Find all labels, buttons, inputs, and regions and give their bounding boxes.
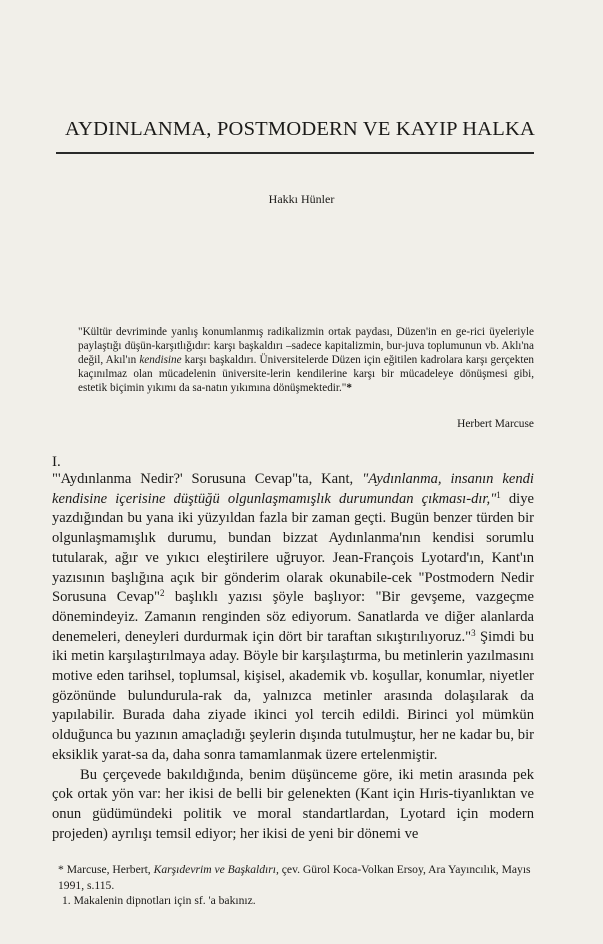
author-name: Hakkı Hünler xyxy=(268,192,335,206)
footnote-star-details: çev. Gürol Koca-Volkan Ersoy, Ara Yayıncılık, Mayıs 1991, s.115. xyxy=(58,863,531,892)
para1-text-a: "'Aydınlanma Nedir?' Sorusuna Cevap"ta, Kant, xyxy=(52,471,363,487)
paragraph-2: Bu çerçevede bakıldığında, benim düşünceme göre, iki metin arasında pek çok ortak yön var: her ikisi de belli bir gelenekten (Kant için Hıris-tiyanlıktan ve onun güdümündeki politik ve moral standartlardan, Lyotard için modern projeden) ayrılışı temsil ediyor; her ikisi de yeni bir dönemi ve xyxy=(52,766,534,842)
epigraph-text-end: karşı başkaldırı. Üniversitelerde Düzen için eğitilen kadrolara karşı gerçekten kaçınılmaz olan mücadelenin üniversite-lerin kendilerine karşı bir mücadeleye dönüşmesi gibi, estetik biçimin yıkımı da sa-natın yıkımına dönüşmektedir." xyxy=(78,354,535,394)
title-rule xyxy=(56,152,534,154)
footnote-ref-2: 2 xyxy=(159,588,165,599)
footnote-1: 1. Makalenin dipnotları için sf. 'a bakınız. xyxy=(62,894,256,907)
footnote-ref-1: 1 xyxy=(496,489,501,500)
epigraph-quote xyxy=(78,325,534,395)
footnote-ref-3: 3 xyxy=(471,627,476,638)
epigraph-attribution: Herbert Marcuse xyxy=(457,418,534,430)
epigraph-note-marker: * xyxy=(346,382,352,394)
body-text xyxy=(52,470,534,844)
section-number: I. xyxy=(52,454,61,470)
footnotes xyxy=(58,862,534,909)
footnote-star xyxy=(58,862,534,893)
epigraph-emphasis: kendisine xyxy=(139,354,182,366)
article-title: AYDINLANMA, POSTMODERN VE KAYIP HALKA xyxy=(64,118,535,140)
para1-text-b: diye yazdığından bu yana iki yüzyıldan fazla bir zaman geçti. Bugün benzer türden bir olgunlaşmamışlık durumu, bundan bizzat Aydınlanma'nın kendisi sorumlu tutularak, ağır ve yıkıcı eleştirilere uğruyor. Jean-François Lyotard'ın, Kant'ın yazısının başlığına açık bir gönderim olarak okunabile-cek "Postmodern Nedir Sorusuna Cevap" xyxy=(52,490,535,606)
epigraph-text: "Kültür devriminde yanlış konumlanmış radikalizmin ortak paydası, Düzen'in en ge-rici üyeleriyle paylaştığı düşün-karşıtlığıdır: karşı başkaldırı –sadece kapitalizmin, bur-juva toplumunun vb. Aklı'na değil, Akıl'ın xyxy=(78,326,534,366)
kant-quote: "Aydınlanma, insanın kendi kendisine içerisine düştüğü olgunlaşmamışlık durumundan çıkması-dır," xyxy=(52,471,534,507)
footnote-star-book: Karşıdevrim ve Başkaldırı, xyxy=(153,863,279,876)
para1-text-d: Şimdi bu iki metin karşılaştırılmaya aday. Böyle bir karşılaştırma, bu metinlerin yazılmasını motive eden tarihsel, toplumsal, kişisel, akademik vb. koşullar, konumlar, niyetler gözönünde bulundurula-rak da, yalnızca metinler arasında dolaşılarak da yapılabilir. Burada daha ziyade ikinci yol tercih edildi. Birinci yol mümkün olduğunca bu yazının amaçladığı şeylerin dışında tutulmuştur, her ne kadar bu, bir eksiklik yarat-sa da, daha sonra tamamlanmak üzere ertelenmiştir. xyxy=(52,628,534,763)
para1-text-c: başlıklı yazısı şöyle başlıyor: "Bir gevşeme, vazgeçme dönemindeyiz. Zamanın renginden söz ediyorum. Sanatlarda ve diğer alanlarda denemeleri, deneyleri durdurmak için dört bir taraftan sıkıştırılıyoruz." xyxy=(52,589,534,645)
footnote-star-author: * Marcuse, Herbert, xyxy=(58,863,154,876)
paragraph-1 xyxy=(52,470,534,766)
